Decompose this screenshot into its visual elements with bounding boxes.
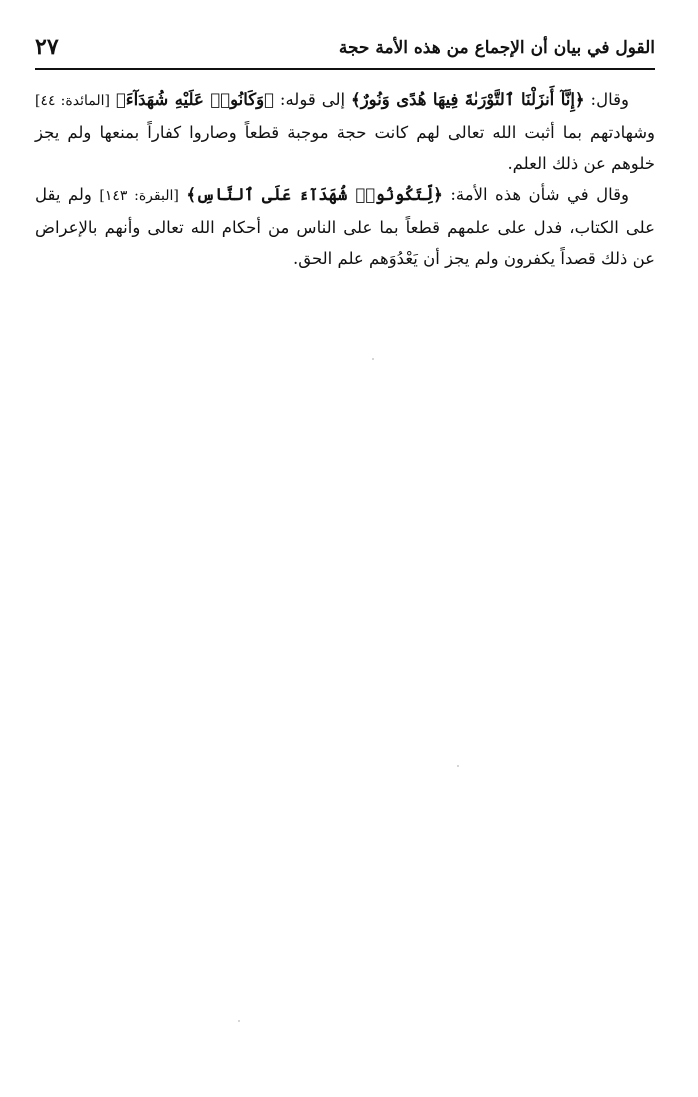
quran-verse-2: ﴿وَكَانُوا۟ عَلَيْهِ شُهَدَآءَ﴾ <box>115 90 274 109</box>
paragraph-1-connector: إلى قوله: <box>273 90 346 109</box>
paragraph-1-lead: وقال: <box>584 90 629 109</box>
quran-verse-1: ﴿إِنَّآ أَنزَلْنَا ٱلتَّوْرَىٰةَ فِيهَا هُدًى وَنُورٌ﴾ <box>351 90 585 109</box>
paragraph-2-body: ولم يقل على الكتاب، فدل على علمهم قطعاً بما على الناس من أحكام الله تعالى وأنهم بالإعراض عن ذلك قصداً يكفرون ولم يجز أن يَعْدُوَهم علم الحق. <box>35 185 655 268</box>
book-page <box>35 0 655 1097</box>
verse-citation-2: [البقرة: ١٤٣] <box>99 188 179 204</box>
paragraph-1-body: وشهادتهم بما أثبت الله تعالى لهم كانت حجة موجبة قطعاً وصاروا كفاراً بمنعها ولم يجز خلوهم عن ذلك العلم. <box>35 123 655 173</box>
paragraph-2-lead: وقال في شأن هذه الأمة: <box>442 185 630 204</box>
header-rule <box>35 68 655 70</box>
scan-speck <box>372 358 374 360</box>
page-header <box>35 34 655 66</box>
scan-speck <box>238 1020 240 1022</box>
paragraph-2 <box>35 179 655 274</box>
body-text <box>35 84 655 274</box>
quran-verse-3: ﴿لِّتَكُونُوا۟ شُهَدَآءَ عَلَى ٱلنَّاسِ﴾ <box>186 185 443 204</box>
scan-speck <box>457 765 459 767</box>
paragraph-1 <box>35 84 655 179</box>
verse-citation-1: [المائدة: ٤٤] <box>35 93 110 109</box>
running-title: القول في بيان أن الإجماع من هذه الأمة حجة <box>338 38 655 58</box>
page-number: ٢٧ <box>35 34 59 60</box>
